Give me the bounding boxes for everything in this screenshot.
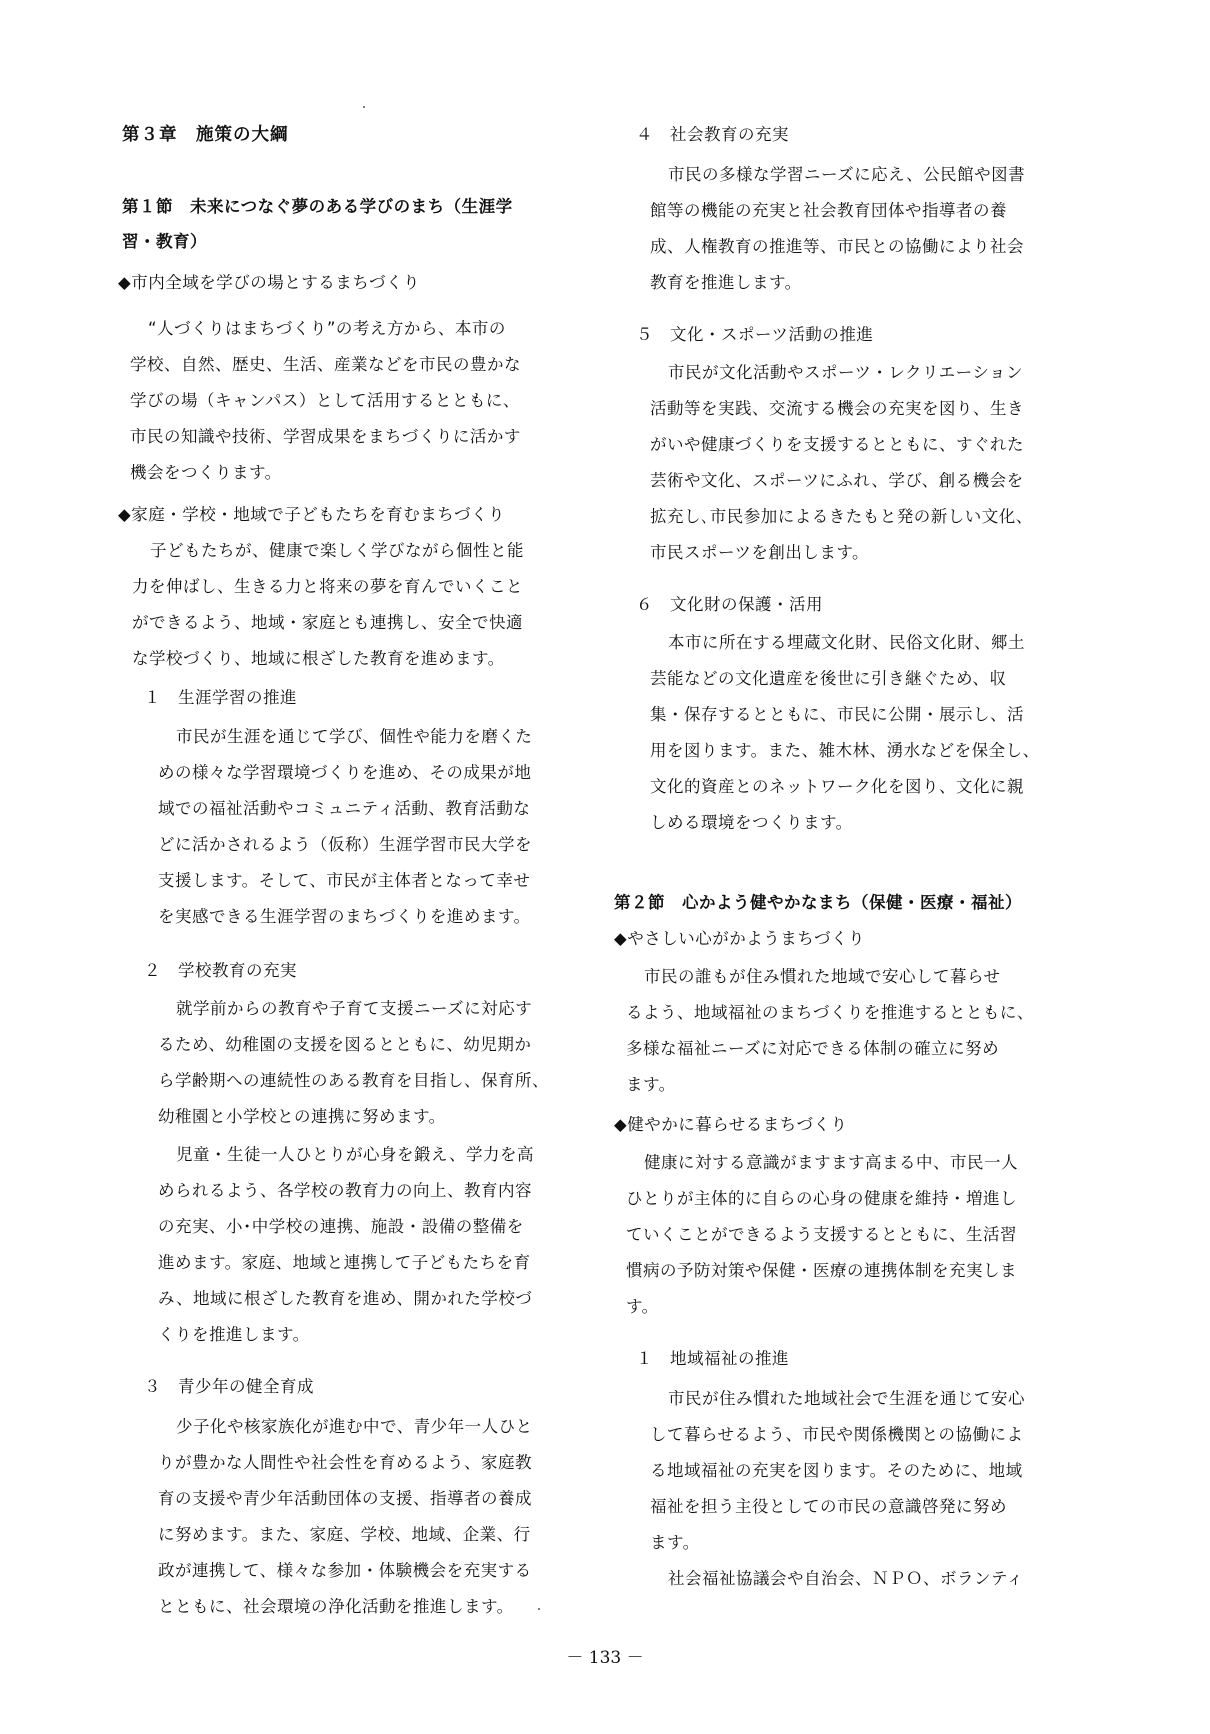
paragraph-line: 機会をつくります。: [130, 463, 282, 482]
paragraph-line: の充実、小･中学校の連携、施設・設備の整備を: [158, 1217, 524, 1236]
item-heading: ２ 学校教育の充実: [144, 961, 297, 980]
paragraph-line: み、地域に根ざした教育を進め、開かれた学校づ: [158, 1289, 533, 1308]
policy-heading: ◆市内全域を学びの場とするまちづくり: [118, 273, 421, 292]
paragraph-line: る地域福祉の充実を図ります。そのために、地域: [650, 1461, 1023, 1480]
paragraph-line: ができるよう、地域・家庭とも連携し、安全で快適: [132, 613, 523, 632]
paragraph-line: ら学齢期への連続性のある教育を目指し、保育所、: [158, 1071, 549, 1090]
paragraph-line: 福祉を担う主役としての市民の意識啓発に努め: [650, 1497, 1007, 1516]
item-heading: ６ 文化財の保護・活用: [636, 595, 823, 614]
paragraph-line: 少子化や核家族化が進む中で、青少年一人ひと: [176, 1417, 533, 1436]
item-heading: ４ 社会教育の充実: [636, 125, 789, 144]
paragraph-line: 子どもたちが、健康で楽しく学びながら個性と能: [150, 541, 524, 560]
paragraph-line: くりを推進します。: [158, 1325, 310, 1344]
section-1-title-line-2: 習・教育）: [122, 232, 207, 251]
paragraph-line: 慣病の予防対策や保健・医療の連携体制を充実しま: [626, 1261, 1017, 1280]
scan-speck: [363, 106, 365, 108]
paragraph-line: 学校、自然、歴史、生活、産業などを市民の豊かな: [130, 355, 521, 374]
paragraph-line: るよう、地域福祉のまちづくりを推進するとともに、: [626, 1003, 1034, 1022]
paragraph-line: 市民が文化活動やスポーツ・レクリエーション: [668, 363, 1024, 382]
paragraph-line: 健康に対する意識がますます高まる中、市民一人: [644, 1153, 1018, 1172]
paragraph-line: 成、人権教育の推進等、市民との協働により社会: [650, 237, 1024, 256]
paragraph-line: 児童・生徒一人ひとりが心身を鍛え、学力を高: [176, 1145, 534, 1164]
paragraph-line: 域での福祉活動やコミュニティ活動、教育活動な: [158, 799, 531, 818]
paragraph-line: がいや健康づくりを支援するとともに、すぐれた: [650, 435, 1024, 454]
paragraph-line: 芸能などの文化遺産を後世に引き継ぐため、収: [650, 669, 1007, 688]
policy-heading: ◆健やかに暮らせるまちづくり: [614, 1115, 848, 1134]
paragraph-line: められるよう、各学校の教育力の向上、教育内容: [158, 1181, 532, 1200]
paragraph-line: を実感できる生涯学習のまちづくりを進めます。: [158, 907, 531, 926]
item-heading: ５ 文化・スポーツ活動の推進: [636, 325, 874, 344]
paragraph-line: ひとりが主体的に自らの心身の健康を維持・増進し: [626, 1189, 1017, 1208]
paragraph-line: 教育を推進します。: [650, 273, 802, 292]
paragraph-line: 館等の機能の充実と社会教育団体や指導者の養: [650, 201, 1007, 220]
paragraph-line: 就学前からの教育や子育て支援ニーズに対応す: [176, 999, 533, 1018]
paragraph-line: 力を伸ばし、生きる力と将来の夢を育んでいくこと: [132, 577, 523, 596]
paragraph-line: 本市に所在する埋蔵文化財、民俗文化財、郷土: [668, 633, 1025, 652]
paragraph-line: に努めます。また、家庭、学校、地域、企業、行: [158, 1525, 531, 1544]
paragraph-line: めの様々な学習環境づくりを進め、その成果が地: [158, 763, 532, 782]
paragraph-line: 市民の知識や技術、学習成果をまちづくりに活かす: [130, 427, 521, 446]
page-number: － 133 －: [566, 1648, 644, 1668]
policy-heading: ◆やさしい心がかようまちづくり: [614, 929, 866, 948]
paragraph-line: 幼稚園と小学校との連携に努めます。: [158, 1107, 446, 1126]
item-heading: ３ 青少年の健全育成: [144, 1377, 314, 1396]
paragraph-line: 支援します。そして、市民が主体者となって幸せ: [158, 871, 531, 890]
paragraph-line: 市民の多様な学習ニーズに応え、公民館や図書: [668, 165, 1026, 184]
paragraph-line: 市民スポーツを創出します。: [650, 543, 870, 562]
paragraph-line: りが豊かな人間性や社会性を育めるよう、家庭教: [158, 1453, 532, 1472]
paragraph-line: 社会福祉協議会や自治会、ＮＰＯ、ボランティ: [668, 1569, 1024, 1588]
paragraph-line: 市民の誰もが住み慣れた地域で安心して暮らせ: [644, 967, 1001, 986]
paragraph-line: 政が連携して、様々な参加・体験機会を充実する: [158, 1561, 532, 1580]
paragraph-line: 育の支援や青少年活動団体の支援、指導者の養成: [158, 1489, 532, 1508]
paragraph-line: どに活かされるよう（仮称）生涯学習市民大学を: [158, 835, 532, 854]
paragraph-line: 集・保存するとともに、市民に公開・展示し、活: [650, 705, 1024, 724]
paragraph-line: す。: [626, 1297, 659, 1316]
paragraph-line: ます。: [650, 1533, 700, 1552]
section-2-title: 第２節 心かよう健やかなまち（保健・医療・福祉）: [614, 893, 1022, 912]
item-heading: １ 生涯学習の推進: [144, 688, 297, 707]
paragraph-line: しめる環境をつくります。: [650, 813, 853, 832]
paragraph-line: “人づくりはまちづくり”の考え方から、本市の: [148, 319, 506, 338]
paragraph-line: るため、幼稚園の支援を図るとともに、幼児期か: [158, 1035, 532, 1054]
item-heading: １ 地域福祉の推進: [636, 1349, 789, 1368]
paragraph-line: して暮らせるよう、市民や関係機関との協働によ: [650, 1425, 1024, 1444]
paragraph-line: 文化的資産とのネットワーク化を図り、文化に親: [650, 777, 1024, 796]
section-1-title-line-1: 第１節 未来につなぐ夢のある学びのまち（生涯学: [122, 197, 513, 216]
paragraph-line: ていくことができるよう支援するとともに、生活習: [626, 1225, 1017, 1244]
paragraph-line: 拡充し､市民参加によるきたもと発の新しい文化、: [650, 507, 1033, 526]
paragraph-line: ます。: [626, 1075, 676, 1094]
paragraph-line: 進めます。家庭、地域と連携して子どもたちを育: [158, 1253, 531, 1272]
paragraph-line: 多様な福祉ニーズに対応できる体制の確立に努め: [626, 1039, 1000, 1058]
paragraph-line: 学びの場（キャンパス）として活用するとともに、: [130, 391, 520, 410]
paragraph-line: 市民が住み慣れた地域社会で生涯を通じて安心: [668, 1389, 1025, 1408]
paragraph-line: 芸術や文化、スポーツにふれ、学び、創る機会を: [650, 471, 1024, 490]
chapter-title: 第３章 施策の大綱: [122, 125, 289, 145]
paragraph-line: 用を図ります。また、雑木林、湧水などを保全し、: [650, 741, 1040, 760]
policy-heading: ◆家庭・学校・地域で子どもたちを育むまちづくり: [118, 505, 506, 524]
paragraph-line: とともに、社会環境の浄化活動を推進します。: [158, 1597, 514, 1616]
paragraph-line: 市民が生涯を通じて学び、個性や能力を磨くた: [176, 727, 533, 746]
scan-speck: [538, 1608, 540, 1610]
paragraph-line: な学校づくり、地域に根ざした教育を進めます。: [132, 649, 505, 668]
paragraph-line: 活動等を実践、交流する機会の充実を図り、生き: [650, 399, 1024, 418]
